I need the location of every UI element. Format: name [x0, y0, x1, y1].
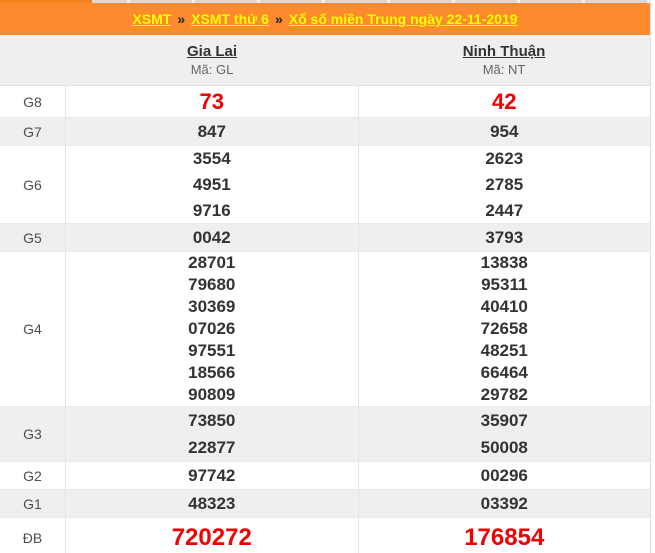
prize-number: 95311 — [481, 275, 528, 294]
active-tab-edge — [0, 0, 92, 3]
prize-row-g1 — [0, 490, 650, 518]
prize-row-g7 — [0, 118, 650, 146]
prize-row-g6 — [0, 146, 650, 224]
prize-cell-gia-lai — [66, 146, 359, 223]
prize-label: G5 — [0, 224, 66, 251]
prize-number: 40410 — [480, 297, 528, 316]
prize-number: 90809 — [188, 385, 236, 404]
prize-label: G4 — [0, 252, 66, 406]
prize-number: 72658 — [480, 319, 528, 338]
prize-number: 2447 — [485, 200, 524, 220]
province-link-gia-lai[interactable]: Gia Lai — [186, 43, 238, 60]
prize-number: 03392 — [480, 493, 528, 513]
prize-row-db — [0, 518, 650, 553]
prize-cell-ninh-thuan — [359, 490, 651, 517]
prize-label: G7 — [0, 118, 66, 145]
breadcrumb-separator: » — [274, 11, 283, 27]
prize-number: 720272 — [171, 523, 252, 551]
prize-label: G2 — [0, 462, 66, 489]
prize-number: 73850 — [188, 411, 236, 430]
prize-number: 07026 — [188, 319, 236, 338]
prize-number: 9716 — [192, 200, 231, 220]
prize-cell-ninh-thuan — [359, 224, 651, 251]
prize-number: 176854 — [464, 523, 545, 551]
prize-label: G6 — [0, 146, 66, 223]
prize-number: 29782 — [480, 385, 528, 404]
tab-strip — [0, 0, 650, 3]
prize-label: G1 — [0, 490, 66, 517]
prize-cell-gia-lai — [66, 407, 359, 461]
province-link-ninh-thuan[interactable]: Ninh Thuận — [462, 43, 546, 60]
prize-cell-gia-lai — [66, 86, 359, 117]
prize-number: 18566 — [188, 363, 236, 382]
breadcrumb-link-xsmt-thu-6[interactable]: XSMT thứ 6 — [191, 11, 269, 27]
prize-row-g3 — [0, 407, 650, 462]
prize-number: 28701 — [188, 253, 236, 272]
column-header-gia-lai — [66, 35, 358, 85]
prize-number: 48323 — [188, 493, 236, 513]
prize-row-g4 — [0, 252, 650, 407]
breadcrumb-separator: » — [177, 11, 186, 27]
prize-number: 97551 — [188, 341, 236, 360]
prize-cell-gia-lai — [66, 118, 359, 145]
prize-number: 73 — [199, 88, 224, 114]
prize-cell-gia-lai — [66, 490, 359, 517]
breadcrumb-link-xsmt[interactable]: XSMT — [132, 11, 172, 27]
prize-number: 30369 — [188, 297, 236, 316]
prize-number: 2623 — [485, 148, 524, 168]
prize-number: 48251 — [480, 341, 528, 360]
prize-label: ĐB — [0, 518, 66, 553]
province-code-nt: Mã: NT — [482, 62, 526, 77]
prize-cell-ninh-thuan — [359, 86, 651, 117]
column-header-ninh-thuan — [358, 35, 650, 85]
prize-row-g8 — [0, 86, 650, 118]
prize-number: 42 — [492, 88, 517, 114]
prize-number: 3554 — [192, 148, 231, 168]
prize-cell-gia-lai — [66, 252, 359, 406]
prize-number: 847 — [197, 121, 226, 141]
prize-cell-ninh-thuan — [359, 118, 651, 145]
prize-cell-gia-lai — [66, 518, 359, 553]
prize-number: 35907 — [480, 411, 528, 430]
prize-cell-ninh-thuan — [359, 518, 651, 553]
prize-cell-gia-lai — [66, 462, 359, 489]
prize-row-g5 — [0, 224, 650, 252]
prize-number: 00296 — [480, 465, 528, 485]
prize-row-g2 — [0, 462, 650, 490]
breadcrumb — [0, 3, 650, 35]
prize-label: G8 — [0, 86, 66, 117]
prize-number: 13838 — [480, 253, 528, 272]
prize-number: 0042 — [192, 227, 231, 247]
label-column-spacer — [0, 35, 66, 85]
prize-label: G3 — [0, 407, 66, 461]
prize-number: 3793 — [485, 227, 524, 247]
prize-cell-ninh-thuan — [359, 252, 651, 406]
prize-cell-ninh-thuan — [359, 146, 651, 223]
prize-cell-ninh-thuan — [359, 462, 651, 489]
prize-number: 954 — [490, 121, 519, 141]
prize-number: 4951 — [192, 174, 231, 194]
column-headers — [0, 35, 650, 86]
prize-number: 50008 — [480, 438, 528, 457]
prize-number: 79680 — [188, 275, 236, 294]
breadcrumb-link-date[interactable]: Xổ số miền Trung ngày 22-11-2019 — [288, 11, 518, 27]
prize-number: 2785 — [485, 174, 524, 194]
prize-cell-ninh-thuan — [359, 407, 651, 461]
province-code-gl: Mã: GL — [190, 62, 234, 77]
prize-number: 97742 — [188, 465, 236, 485]
prize-number: 66464 — [480, 363, 528, 382]
prize-cell-gia-lai — [66, 224, 359, 251]
prize-number: 22877 — [188, 438, 236, 457]
